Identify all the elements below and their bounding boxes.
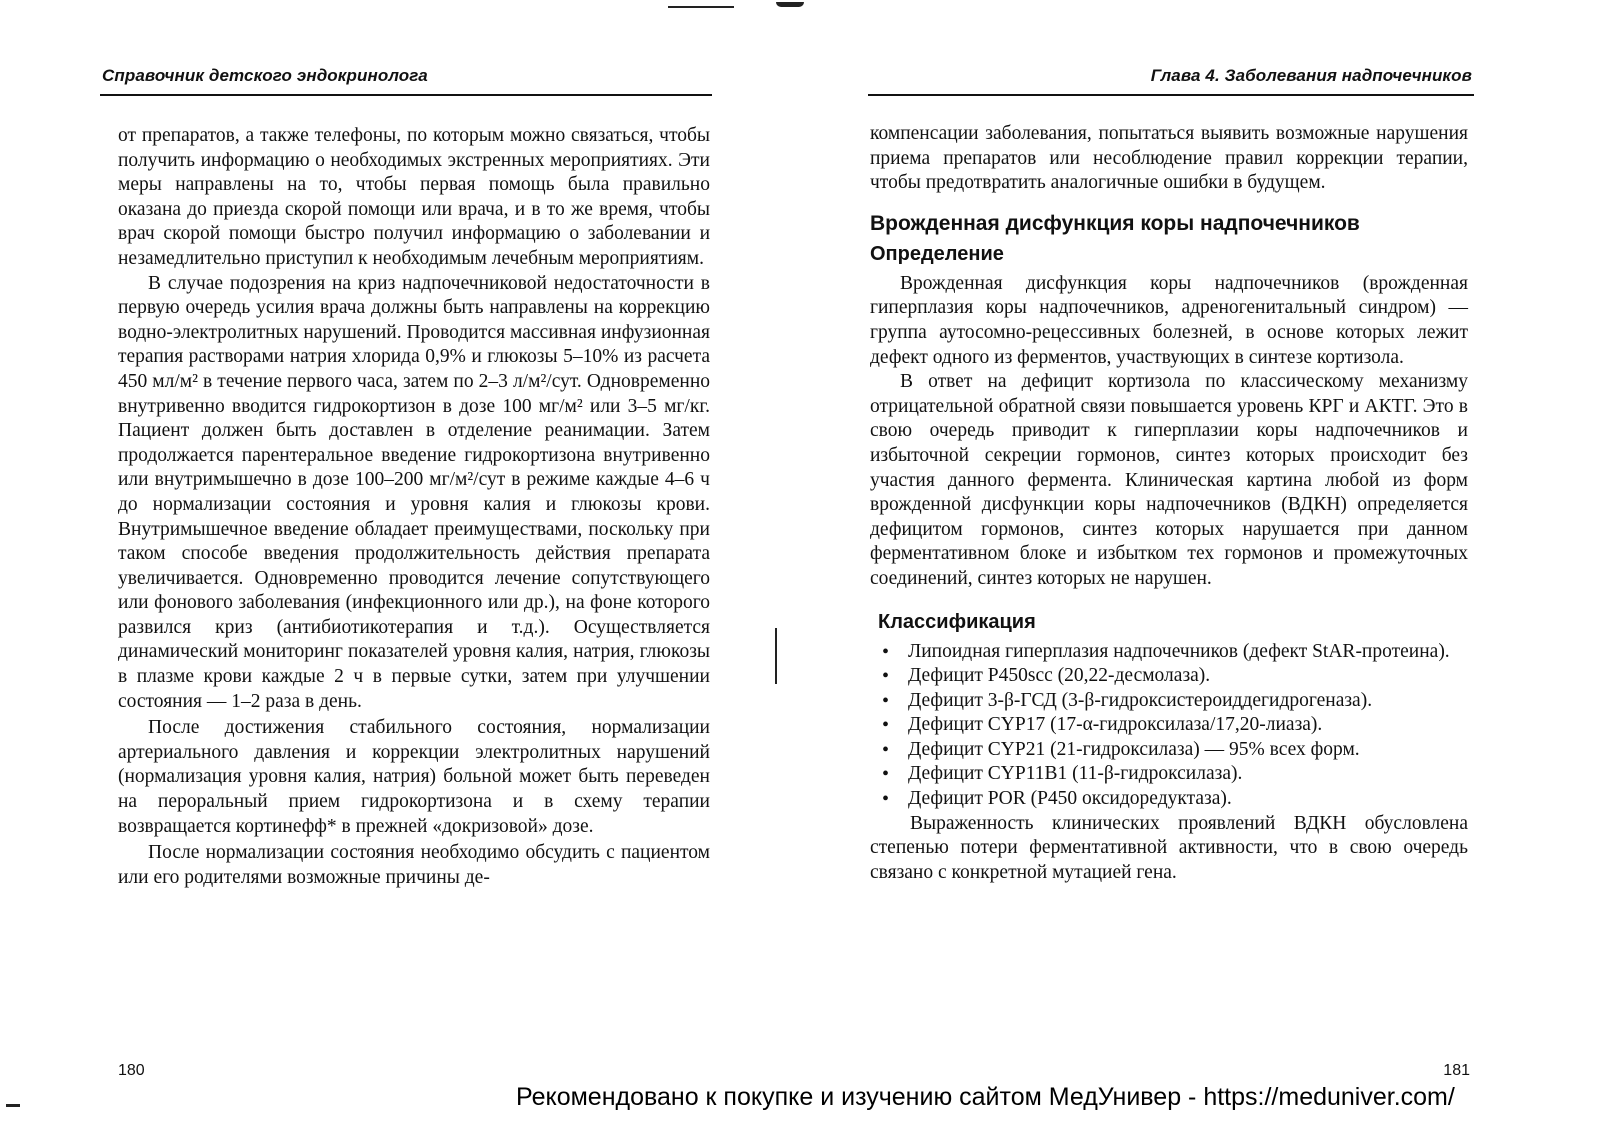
definition-paragraph-1: Врожденная дисфункция коры надпочечников (врожденная гиперплазия коры надпочечников, адреногенитальный синдром) — группа аутосомно-рецессивных болезней, в основе которых лежит дефект одного из ферментов, участвующих в синтезе кортизола. [870,272,1468,368]
right-page [800,0,1600,1137]
list-item: • Дефицит CYP11B1 (11-β-гидроксилаза). [878,762,1468,787]
header-rule-right [868,94,1474,96]
paragraph-left-2: В случае подозрения на криз надпочечниковой недостаточности в первую очередь усилия врача должны быть направлены на коррекцию водно-электролитных нарушений. Проводится массивная инфузионная терапия растворами натрия хлорида 0,9% и глюкозы 5–10% из расчета 450 мл/м² в течение первого часа, затем по 2–3 л/м²/сут. Одновременно внутривенно вводится гидрокортизон в дозе 100 мг/м² или 3–5 мг/кг. Пациент должен быть доставлен в отделение реанимации. Затем продолжается парентеральное введение гидрокортизона внутривенно или внутримышечно в дозе 100–200 мг/м²/сут в режиме каждые 4–6 ч до нормализации состояния и уровня калия и глюкозы крови. Внутримышечное введение обладает преимуществами, поскольку при таком способе введения продолжительность действия препарата увеличивается. Одновременно проводится лечение сопутствующего или фонового заболевания (инфекционного или др.), на фоне которого развился криз (антибиотикотерапия и т.д.). Осуществляется динамический мониторинг показателей уровня калия, натрия, глюкозы в плазме крови каждые 2 ч в первые сутки, затем при улучшении состояния — 1–2 раза в день. [118,272,710,712]
running-head-right: Глава 4. Заболевания надпочечников [1150,66,1472,85]
page-number-left: 180 [118,1062,145,1079]
definition-heading: Определение [870,242,1004,265]
scan-artifact-gutter-mark [775,628,777,684]
classification-list [870,640,1468,812]
list-item: • Дефицит CYP17 (17-α-гидроксилаза/17,20-лиаза). [878,713,1468,738]
left-text-column [118,124,710,890]
scan-artifact-top-mark [776,2,804,7]
header-rule-left [100,94,712,96]
definition-paragraph-2: В ответ на дефицит кортизола по классическому механизму отрицательной обратной связи повышается уровень КРГ и АКТГ. Это в свою очередь приводит к гиперплазии коры надпочечников и избыточной секреции гормонов, синтез которых происходит без участия данного фермента. Клиническая картина любой из форм врожденной дисфункции коры надпочечников (ВДКН) определяется дефицитом гормонов, синтез которых нарушается при данном ферментативном блоке и избытком тех гормонов и промежуточных соединений, синтез которых не нарушен. [870,371,1468,589]
page-number-right: 181 [1443,1062,1470,1079]
scan-artifact-top-line [668,6,734,8]
list-item: • Дефицит CYP21 (21-гидроксилаза) — 95% всех форм. [878,738,1468,763]
paragraph-left-4: После нормализации состояния необходимо обсудить с пациентом или его родителями возможные причины де- [118,842,710,888]
scan-artifact-corner-mark [6,1104,20,1107]
list-item: • Дефицит POR (P450 оксидоредуктаза). [878,787,1468,812]
running-head-left: Справочник детского эндокринолога [102,66,428,85]
list-item: • Дефицит 3-β-ГСД (3-β-гидроксистероиддегидрогеназа). [878,689,1468,714]
right-text-column [870,122,1468,885]
paragraph-right-continuation: компенсации заболевания, попытаться выявить возможные нарушения приема препаратов или несоблюдение правил коррекции терапии, чтобы предотвратить аналогичные ошибки в будущем. [870,123,1468,194]
closing-paragraph: Выраженность клинических проявлений ВДКН обусловлена степенью потери ферментативной активности, что в свою очередь связано с конкретной мутацией гена. [870,812,1468,883]
paragraph-left-1: от препаратов, а также телефоны, по которым можно связаться, чтобы получить информацию о необходимых экстренных мероприятиях. Эти меры направлены на то, чтобы первая помощь была правильно оказана до приезда скорой помощи или врача, и в то же время, чтобы врач скорой помощи быстро получил информацию о заболевании и незамедлительно приступил к необходимым лечебным мероприятиям. [118,125,710,269]
section-title: Врожденная дисфункция коры надпочечников [870,211,1360,235]
paragraph-left-3: После достижения стабильного состояния, нормализации артериального давления и коррекции электролитных нарушений (нормализация уровня калия, натрия) больной может быть переведен на пероральный прием гидрокортизона и в схему терапии возвращается кортинефф* в прежней «докризовой» дозе. [118,717,710,837]
list-item: • Липоидная гиперплазия надпочечников (дефект StAR-протеина). [878,640,1468,665]
footer-watermark: Рекомендовано к покупке и изучению сайтом МедУнивер - https://meduniver.com/ [516,1083,1455,1111]
classification-heading: Классификация [878,610,1036,633]
list-item: • Дефицит P450scc (20,22-десмолаза). [878,664,1468,689]
